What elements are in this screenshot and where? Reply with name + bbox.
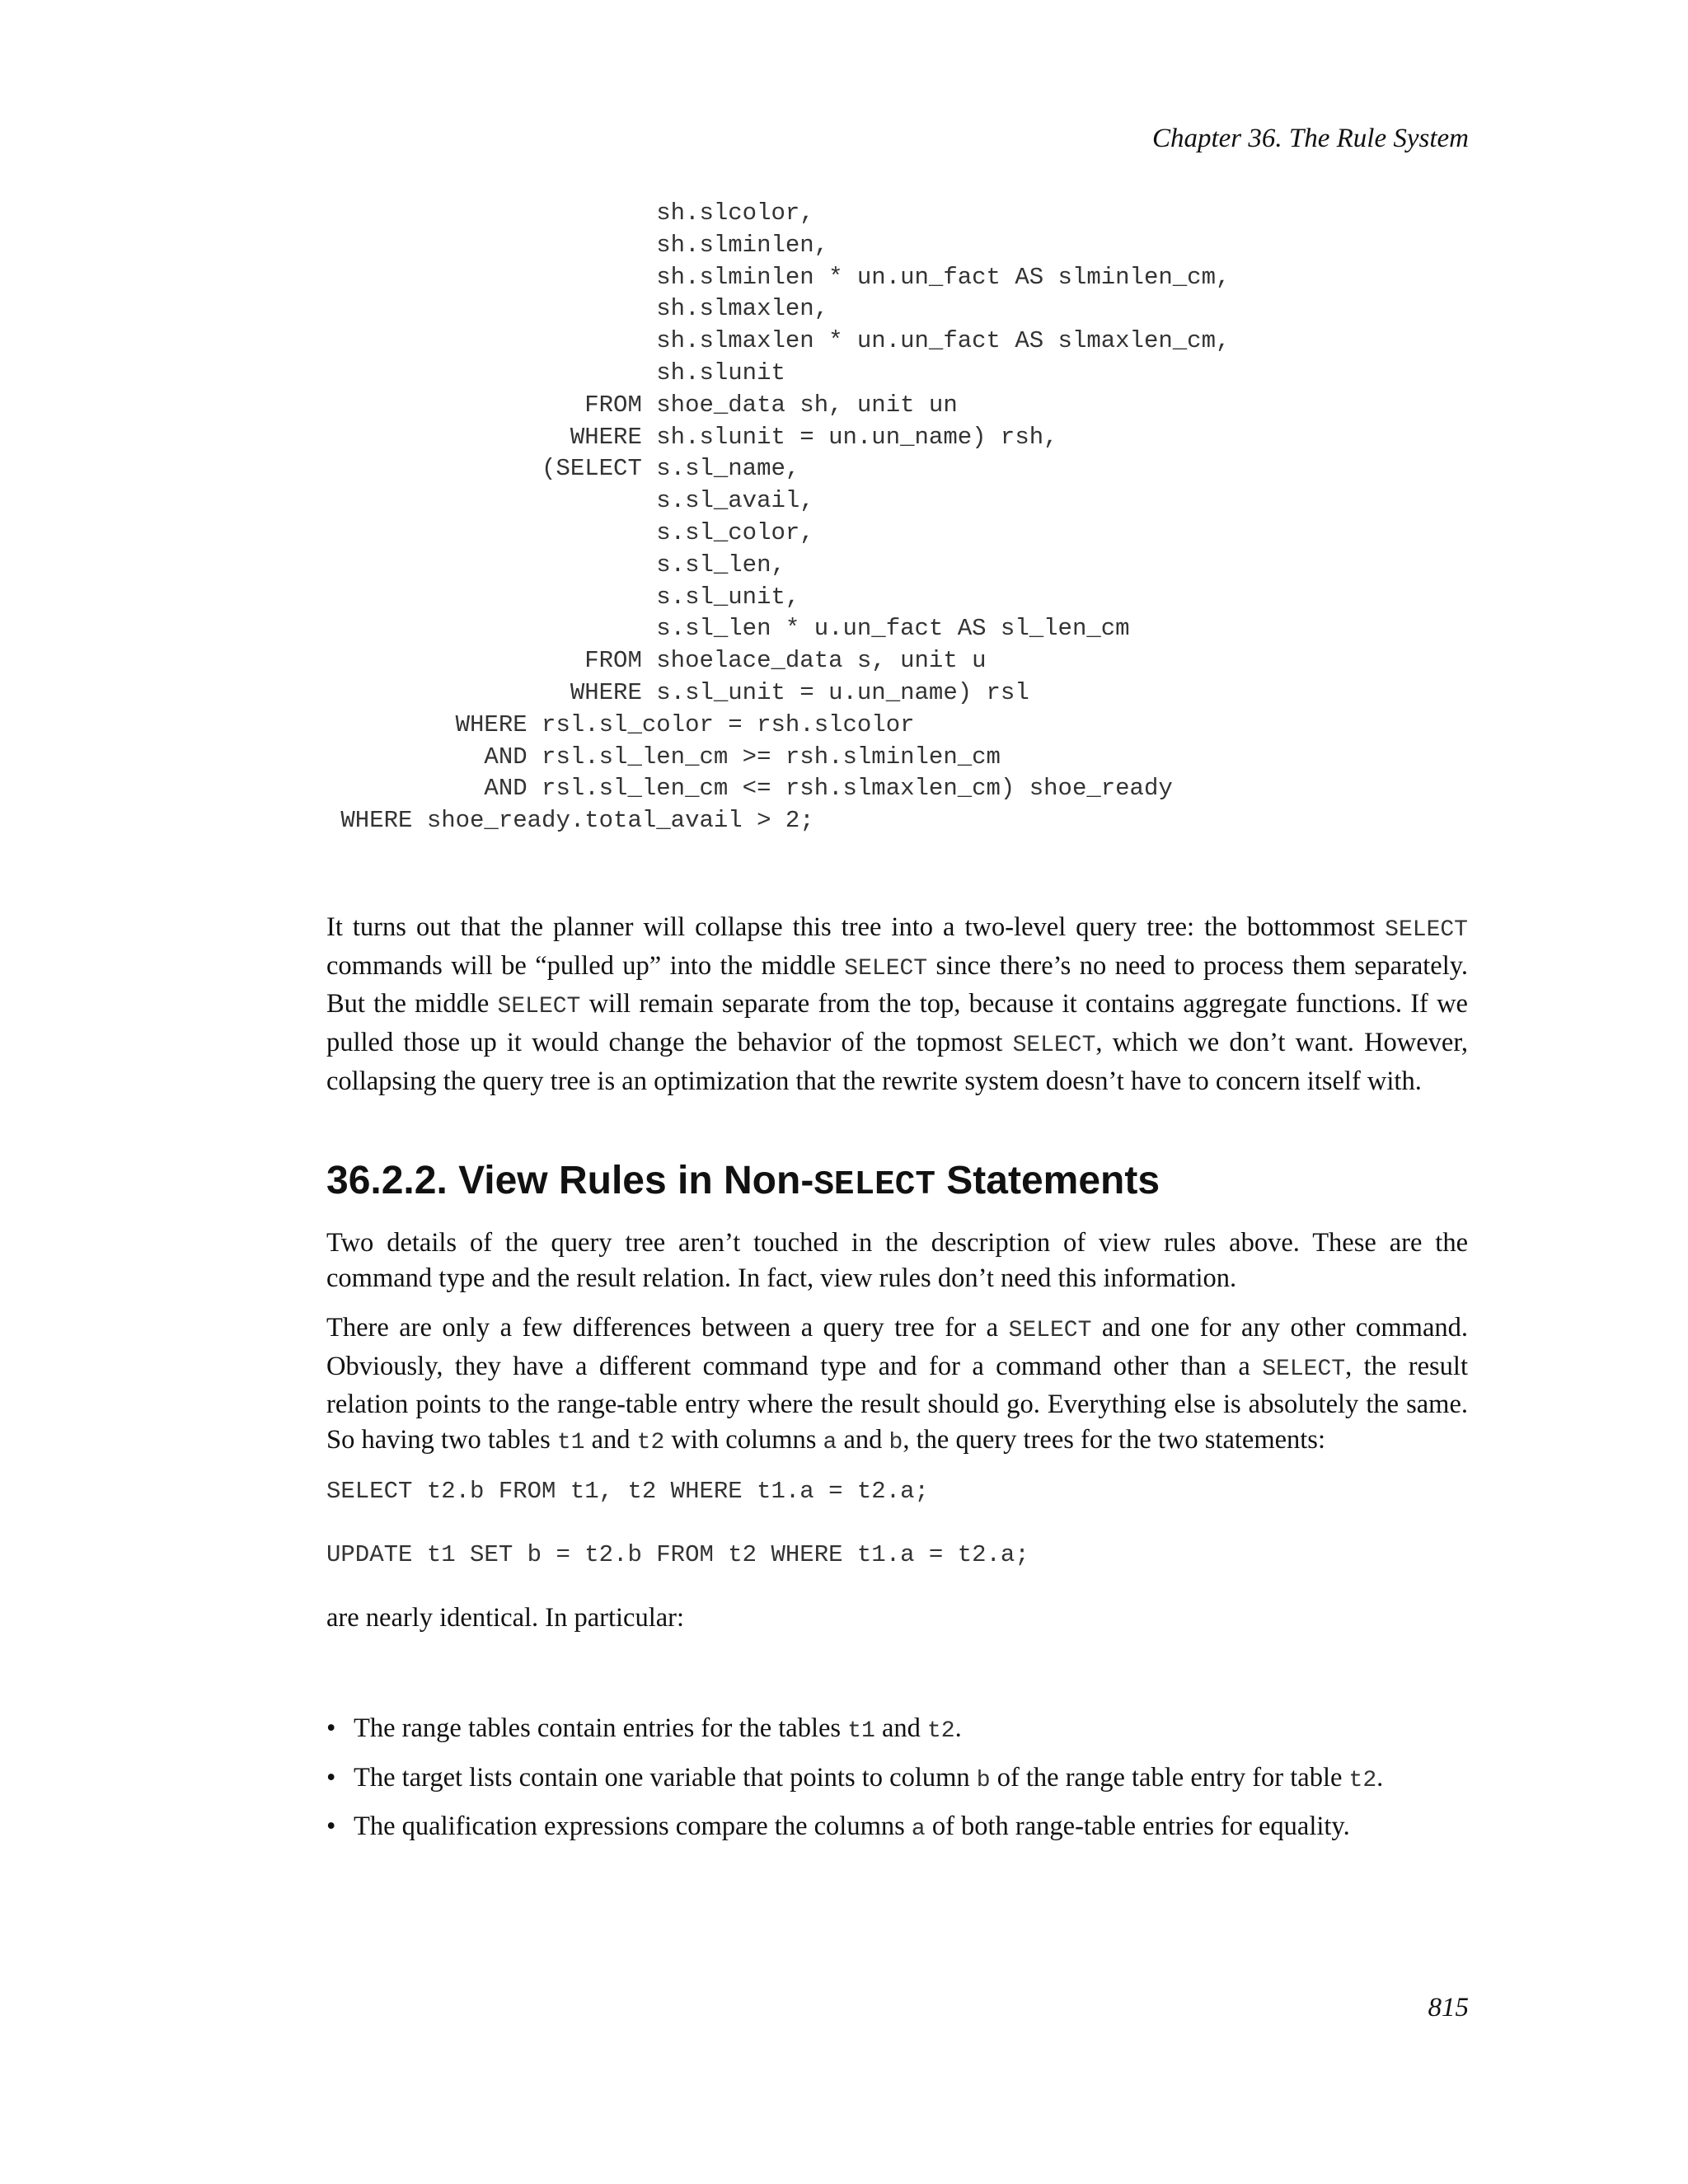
list-item: • The range tables contain entries for the tables t1 and t2.: [326, 1711, 1383, 1760]
code-line: WHERE s.sl_unit = u.un_name) rsl: [326, 678, 1029, 706]
paragraph-differences: There are only a few differences between a query tree for a SELECT and one for any other command. Obviously, they have a different command type and for a command other than a SELECT, the result relation points to the range-table entry where the result should go. Everything else is absolutely the same. So having two tables t1 and t2 with columns a and b, the query trees for the two statements:: [326, 1313, 1468, 1456]
bullet-marker: •: [326, 1762, 336, 1793]
code-line: FROM shoelace_data s, unit u: [326, 647, 987, 675]
running-header: Chapter 36. The Rule System: [1151, 124, 1469, 153]
code-line: s.sl_len * u.un_fact AS sl_len_cm: [326, 615, 1130, 643]
code-block-sql: [326, 198, 1230, 837]
paragraph-planner-collapse: It turns out that the planner will collapse this tree into a two-level query tree: the bottommost SELECT commands will be “pulled up” into the middle SELECT since there’s no need to process them separately. But the middle SELECT will remain separate from the top, because it contains aggregate functions. If we pulled those up it would change the behavior of the topmost SELECT, which we don’t want. However, collapsing the query tree is an optimization that the rewrite system doesn’t have to concern itself with.: [326, 912, 1469, 1096]
code-line: (SELECT s.sl_name,: [326, 455, 800, 483]
bullet-list: [326, 1711, 1383, 1858]
list-item: • The target lists contain one variable that points to column b of the range table entry for table t2.: [326, 1760, 1383, 1810]
code-line: AND rsl.sl_len_cm <= rsh.slmaxlen_cm) shoe_ready: [326, 775, 1173, 803]
code-line: sh.slmaxlen,: [326, 295, 829, 323]
section-heading: 36.2.2. View Rules in Non-SELECT Statements: [326, 1159, 1160, 1204]
code-line: sh.slmaxlen * un.un_fact AS slmaxlen_cm,: [326, 327, 1231, 355]
code-update-statement: UPDATE t1 SET b = t2.b FROM t2 WHERE t1.a = t2.a;: [326, 1541, 1029, 1568]
code-line: AND rsl.sl_len_cm >= rsh.slminlen_cm: [326, 743, 1001, 771]
bullet-marker: •: [326, 1811, 336, 1841]
code-line: s.sl_avail,: [326, 487, 814, 515]
code-line: s.sl_len,: [326, 551, 785, 579]
code-line: s.sl_color,: [326, 518, 814, 546]
code-line: sh.slminlen,: [326, 231, 829, 259]
paragraph-details: Two details of the query tree aren’t touched in the description of view rules above. These are the command type and the result relation. In fact, view rules don’t need this information.: [326, 1228, 1468, 1293]
code-line: sh.slminlen * un.un_fact AS slminlen_cm,: [326, 263, 1231, 291]
list-item: • The qualification expressions compare the columns a of both range-table entries for equality.: [326, 1809, 1383, 1858]
code-select-statement: SELECT t2.b FROM t1, t2 WHERE t1.a = t2.a;: [326, 1478, 929, 1505]
code-line: sh.slunit: [326, 359, 785, 387]
code-line: sh.slcolor,: [326, 199, 814, 227]
code-line: FROM shoe_data sh, unit un: [326, 391, 958, 419]
code-line: WHERE shoe_ready.total_avail > 2;: [326, 807, 814, 835]
page-number: 815: [1428, 1993, 1469, 2022]
code-line: WHERE sh.slunit = un.un_name) rsh,: [326, 423, 1058, 451]
bullet-marker: •: [326, 1713, 336, 1743]
code-line: s.sl_unit,: [326, 583, 800, 611]
paragraph-nearly-identical: are nearly identical. In particular:: [326, 1603, 685, 1633]
code-line: WHERE rsl.sl_color = rsh.slcolor: [326, 710, 915, 738]
